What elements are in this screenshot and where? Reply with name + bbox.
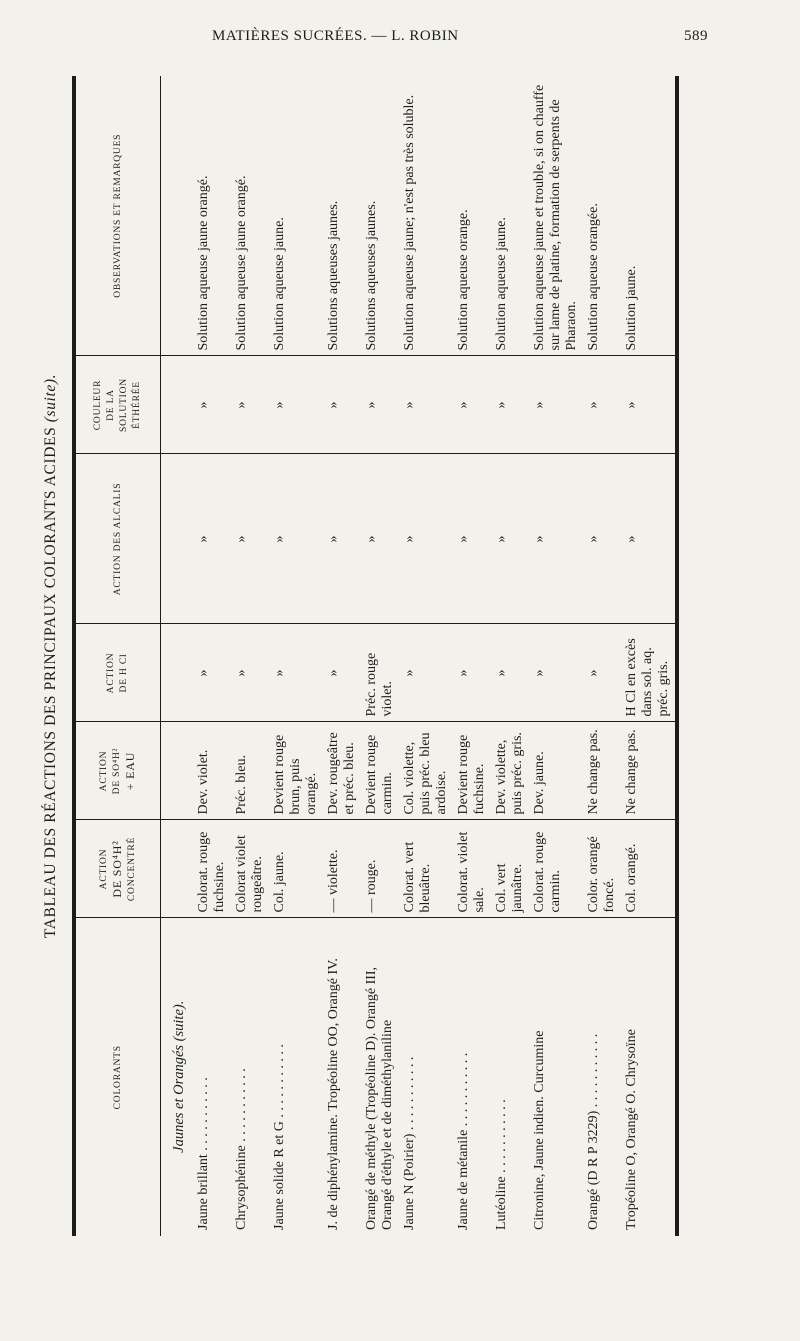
cell-so4h2-eau: Dev. jaune. xyxy=(529,722,583,820)
cell-ether: » xyxy=(361,356,399,454)
header-so4h2: ACTION DE SO⁴H² CONCENTRÉ xyxy=(74,820,161,918)
table-row xyxy=(529,76,583,1236)
cell-so4h2-eau: Devient rouge carmin. xyxy=(361,722,399,820)
cell-so4h2: Col. vert jaunâtre. xyxy=(491,820,529,918)
reactions-table xyxy=(72,76,679,1236)
cell-alcalis: » xyxy=(529,454,583,624)
cell-colorant: Lutéoline . . . xyxy=(491,918,529,1236)
table-title xyxy=(36,76,66,1236)
cell-colorant: Orangé (D R P 3229) . . . xyxy=(583,918,621,1236)
cell-hcl: » xyxy=(529,624,583,722)
table-row xyxy=(453,76,491,1236)
cell-ether: » xyxy=(491,356,529,454)
cell-ether: » xyxy=(269,356,323,454)
cell-alcalis: » xyxy=(361,454,399,624)
table-title-text: TABLEAU DES RÉACTIONS DES PRINCIPAUX COLORANTS ACIDES xyxy=(42,426,59,939)
cell-observations: Solution aqueuse jaune. xyxy=(269,76,323,356)
cell-alcalis: » xyxy=(269,454,323,624)
rotated-table-block xyxy=(36,76,708,1236)
table-row xyxy=(491,76,529,1236)
cell-ether: » xyxy=(323,356,361,454)
cell-observations: Solution aqueuse orangée. xyxy=(583,76,621,356)
running-header xyxy=(0,28,800,50)
cell-hcl: » xyxy=(269,624,323,722)
section-title: Jaunes et Orangés (suite). xyxy=(171,1000,187,1153)
table-title-suffix: (suite). xyxy=(42,373,59,423)
page-number: 589 xyxy=(684,28,708,44)
cell-so4h2-eau: Dev. violet. xyxy=(193,722,231,820)
table-row xyxy=(323,76,361,1236)
table-row xyxy=(583,76,621,1236)
cell-hcl: Préc. rouge violet. xyxy=(361,624,399,722)
header-so4h2-eau: ACTION DE SO⁴H² + EAU xyxy=(74,722,161,820)
cell-so4h2: Colorat violet rougeâtre. xyxy=(231,820,269,918)
cell-so4h2: Col. orangé. xyxy=(621,820,677,918)
cell-colorant: Citronine, Jaune indien. Curcumine xyxy=(532,1030,547,1230)
cell-so4h2-eau: Ne change pas. xyxy=(583,722,621,820)
cell-so4h2-eau: Dev. violette, puis préc. gris. xyxy=(491,722,529,820)
cell-colorant: Jaune solide R et G . . . xyxy=(269,918,323,1236)
cell-ether: » xyxy=(583,356,621,454)
cell-so4h2-eau: Préc. bleu. xyxy=(231,722,269,820)
cell-colorant: Jaune brillant . . . xyxy=(193,918,231,1236)
cell-hcl: » xyxy=(583,624,621,722)
cell-hcl: » xyxy=(323,624,361,722)
cell-so4h2: Colorat. vert bleuâtre. xyxy=(399,820,453,918)
cell-ether: » xyxy=(453,356,491,454)
table-row xyxy=(269,76,323,1236)
cell-so4h2: — violette. xyxy=(323,820,361,918)
cell-alcalis: » xyxy=(453,454,491,624)
cell-observations: Solution aqueuse jaune orangé. xyxy=(193,76,231,356)
header-observations: OBSERVATIONS ET REMARQUES xyxy=(74,76,161,356)
table-row xyxy=(361,76,399,1236)
table-row xyxy=(399,76,453,1236)
cell-alcalis: » xyxy=(399,454,453,624)
cell-colorant: Jaune N (Poirier) . . . xyxy=(399,918,453,1236)
cell-ether: » xyxy=(621,356,677,454)
cell-alcalis: » xyxy=(621,454,677,624)
cell-hcl: H Cl en excès dans sol. aq. préc. gris. xyxy=(621,624,677,722)
cell-alcalis: » xyxy=(231,454,269,624)
cell-colorant: Chrysophénine . . . xyxy=(231,918,269,1236)
cell-colorant: Tropéoline O, Orangé O. Chrysoïne xyxy=(624,1029,639,1230)
cell-alcalis: » xyxy=(193,454,231,624)
cell-observations: Solution aqueuse jaune. xyxy=(491,76,529,356)
cell-colorant: Orangé de méthyle (Tropéoline D). Orangé III, Orangé d'éthyle et de diméthylaniline xyxy=(364,966,395,1230)
cell-so4h2: Colorat. violet sale. xyxy=(453,820,491,918)
cell-ether: » xyxy=(193,356,231,454)
table-row xyxy=(621,76,677,1236)
header-hcl: ACTION DE H Cl xyxy=(74,624,161,722)
cell-hcl: » xyxy=(231,624,269,722)
cell-observations: Solution aqueuse jaune; n'est pas très soluble. xyxy=(399,76,453,356)
cell-hcl: » xyxy=(193,624,231,722)
cell-so4h2: Colorat. rouge carmin. xyxy=(529,820,583,918)
cell-alcalis: » xyxy=(491,454,529,624)
cell-observations: Solution aqueuse jaune orangé. xyxy=(231,76,269,356)
cell-observations: Solution jaune. xyxy=(621,76,677,356)
table-row xyxy=(231,76,269,1236)
table-row xyxy=(193,76,231,1236)
header-colorants: COLORANTS xyxy=(74,918,161,1236)
cell-ether: » xyxy=(231,356,269,454)
cell-observations: Solution aqueuse orange. xyxy=(453,76,491,356)
cell-so4h2: Col. jaune. xyxy=(269,820,323,918)
cell-observations: Solution aqueuse jaune et trouble, si on chauffe sur lame de platine, formation de serpents de Pharaon. xyxy=(529,76,583,356)
cell-hcl: » xyxy=(491,624,529,722)
cell-so4h2: — rouge. xyxy=(361,820,399,918)
header-alcalis: ACTION DES ALCALIS xyxy=(74,454,161,624)
cell-so4h2-eau: Col. violette, puis préc. bleu ardoise. xyxy=(399,722,453,820)
cell-alcalis: » xyxy=(583,454,621,624)
section-row xyxy=(161,76,194,1236)
running-title: MATIÈRES SUCRÉES. — L. ROBIN xyxy=(212,28,459,44)
cell-so4h2-eau: Devient rouge brun, puis orangé. xyxy=(269,722,323,820)
cell-observations: Solutions aqueuses jaunes. xyxy=(361,76,399,356)
cell-hcl: » xyxy=(399,624,453,722)
cell-alcalis: » xyxy=(323,454,361,624)
cell-so4h2-eau: Devient rouge fuchsine. xyxy=(453,722,491,820)
cell-so4h2-eau: Ne change pas. xyxy=(621,722,677,820)
cell-observations: Solutions aqueuses jaunes. xyxy=(323,76,361,356)
cell-so4h2: Colorat. rouge fuchsine. xyxy=(193,820,231,918)
cell-colorant: Jaune de métanile . . . xyxy=(453,918,491,1236)
cell-hcl: » xyxy=(453,624,491,722)
cell-so4h2-eau: Dev. rougeâtre et préc. bleu. xyxy=(323,722,361,820)
cell-so4h2: Color. orangé foncé. xyxy=(583,820,621,918)
cell-ether: » xyxy=(529,356,583,454)
cell-ether: » xyxy=(399,356,453,454)
cell-colorant: J. de diphénylamine. Tropéoline OO, Orangé IV. xyxy=(326,958,341,1230)
header-row xyxy=(74,76,161,1236)
header-couleur-ether: COULEUR DE LA SOLUTION ÉTHÉRÉE xyxy=(74,356,161,454)
